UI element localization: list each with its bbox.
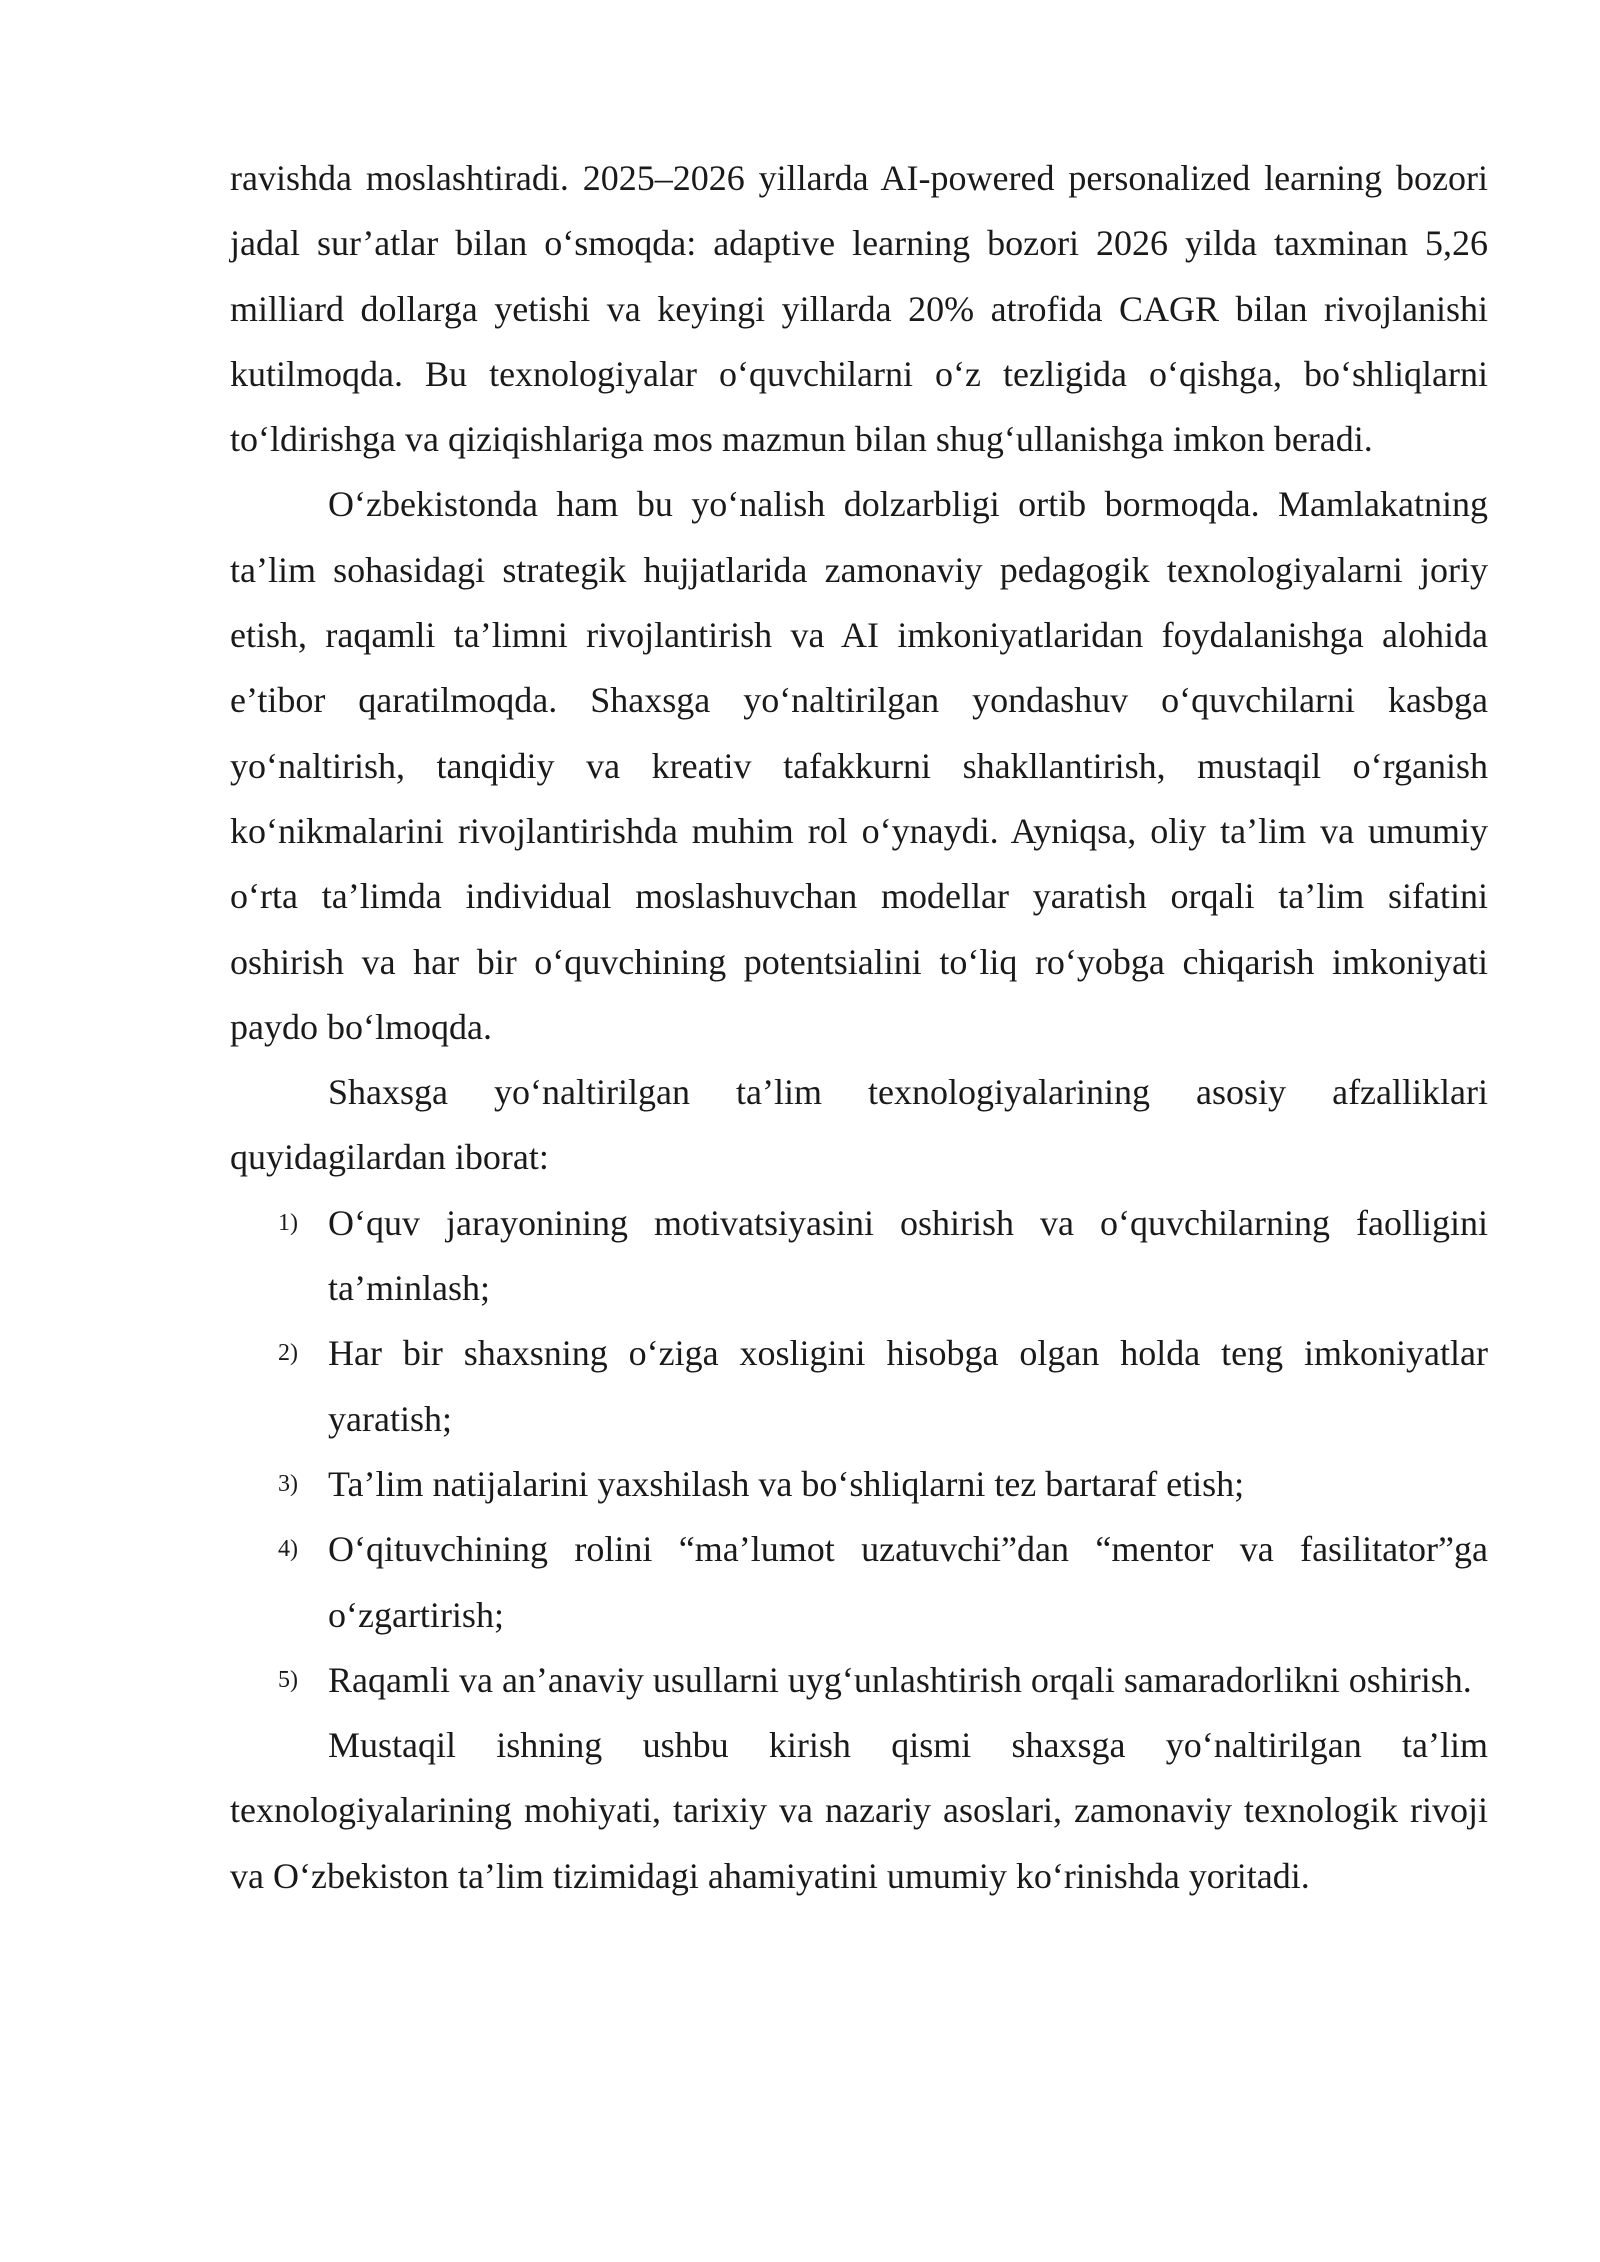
list-item-text: Ta’lim natijalarini yaxshilash va bo‘shliqlarni tez bartaraf etish; xyxy=(328,1463,1245,1504)
paragraph: Mustaqil ishning ushbu kirish qismi shaxsga yo‘naltirilgan ta’lim texnologiyalarining mohiyati, tarixiy va nazariy asoslari, zamonaviy texnologik rivoji va O‘zbekiston ta’lim tizimidagi ahamiyatini umumiy ko‘rinishda yoritadi. xyxy=(230,1725,1488,1896)
list-item-number: 3) xyxy=(278,1470,298,1497)
list-item xyxy=(230,1452,1488,1517)
list-item-text: O‘quv jarayonining motivatsiyasini oshirish va o‘quvchilarning faolligini ta’minlash; xyxy=(328,1202,1488,1309)
list-item-number: 1) xyxy=(278,1209,298,1236)
list-item-number: 2) xyxy=(278,1340,298,1367)
list-item-text: Raqamli va an’anaviy usullarni uyg‘unlashtirish orqali samaradorlikni oshirish. xyxy=(328,1659,1472,1700)
list-item xyxy=(230,1321,1488,1452)
document-page xyxy=(230,146,1488,1909)
list-item-number: 4) xyxy=(278,1536,298,1563)
paragraph: O‘zbekistonda ham bu yo‘nalish dolzarbligi ortib bormoqda. Mamlakatning ta’lim sohasidagi strategik hujjatlarida zamonaviy pedagogik texnologiyalarni joriy etish, raqamli ta’limni rivojlantirish va AI imkoniyatlaridan foydalanishga alohida e’tibor qaratilmoqda. Shaxsga yo‘naltirilgan yondashuv o‘quvchilarni kasbga yo‘naltirish, tanqidiy va kreativ tafakkurni shakllantirish, mustaqil o‘rganish ko‘nikmalarini rivojlantirishda muhim rol o‘ynaydi. Ayniqsa, oliy ta’lim va umumiy o‘rta ta’limda individual moslashuvchan modellar yaratish orqali ta’lim sifatini oshirish va har bir o‘quvchining potentsialini to‘liq ro‘yobga chiqarish imkoniyati paydo bo‘lmoqda. xyxy=(230,484,1488,1047)
advantages-list xyxy=(230,1191,1488,1713)
paragraph: Shaxsga yo‘naltirilgan ta’lim texnologiyalarining asosiy afzalliklari quyidagilardan iborat: xyxy=(230,1072,1488,1178)
paragraph: ravishda moslashtiradi. 2025–2026 yillarda AI-powered personalized learning bozori jadal sur’atlar bilan o‘smoqda: adaptive learning bozori 2026 yilda taxminan 5,26 milliard dollarga yetishi va keyingi yillarda 20% atrofida CAGR bilan rivojlanishi kutilmoqda. Bu texnologiyalar o‘quvchilarni o‘z tezligida o‘qishga, bo‘shliqlarni to‘ldirishga va qiziqishlariga mos mazmun bilan shug‘ullanishga imkon beradi. xyxy=(230,158,1488,460)
list-item-number: 5) xyxy=(278,1666,298,1693)
list-item-text: O‘qituvchining rolini “ma’lumot uzatuvchi”dan “mentor va fasilitator”ga o‘zgartirish; xyxy=(328,1529,1488,1635)
list-item xyxy=(230,1648,1488,1713)
list-item xyxy=(230,1191,1488,1322)
list-item-text: Har bir shaxsning o‘ziga xosligini hisobga olgan holda teng imkoniyatlar yaratish; xyxy=(328,1333,1488,1439)
list-item xyxy=(230,1517,1488,1648)
